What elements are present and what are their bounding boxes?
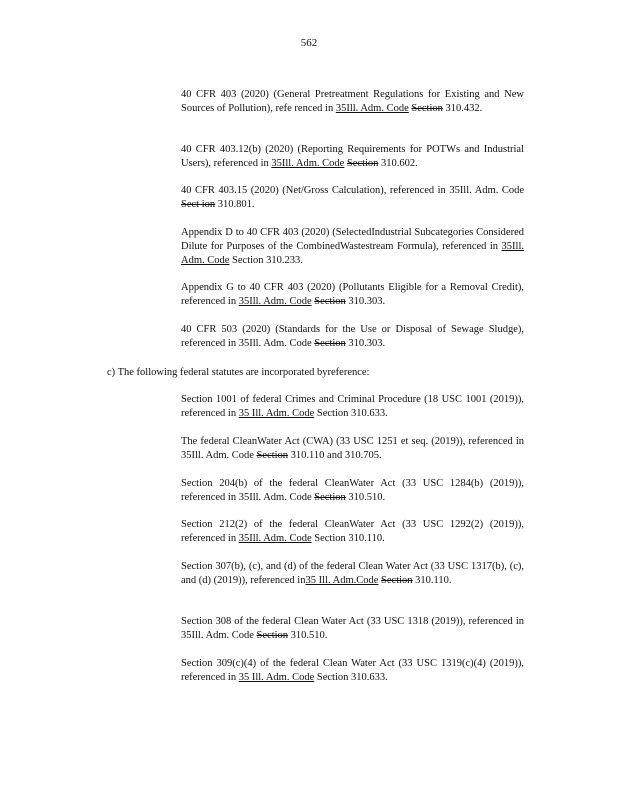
code-reference: 35Ill. Adm. Code [238, 533, 312, 544]
section-number: 310.303. [345, 338, 386, 349]
citation-text: 40 CFR 403 (2020) (General Pretreatment Regulations for Existing and New Sources of Pollution), refe renced in [181, 89, 524, 114]
code-reference: 35 Ill. Adm. Code [238, 672, 315, 683]
code-reference: 35 Ill. Adm.Code [305, 575, 379, 586]
code-reference: 35Ill. Adm. Code [181, 241, 524, 266]
citation-text: Section 204(b) of the federal CleanWater Act (33 USC 1284(b) (2019)), referenced in [181, 478, 524, 503]
code-reference: 35Ill. Adm. Code [335, 103, 409, 114]
struck-text: Section [346, 158, 379, 169]
citation-text: Section 307(b), (c), and (d) of the federal Clean Water Act (33 USC 1317(b), (c), and (d) (2019)), referenced in [181, 561, 524, 586]
citation-text: 40 CFR 503 (2020) (Standards for the Use or Disposal of Sewage Sludge), referenced in [181, 324, 524, 349]
section-number: 310.110 and 310.705. [288, 450, 382, 461]
code-reference: 35Ill. Adm. Code [271, 158, 345, 169]
section-number: 310.510. [288, 630, 328, 641]
section-number: 310.432. [442, 103, 483, 114]
section-number: 310.602. [378, 158, 418, 169]
code-reference: 35Ill. Adm. Code [449, 185, 524, 196]
struck-text: Section [256, 450, 289, 461]
citation-text: Appendix D to 40 CFR 403 (2020) (SelectedIndustrial Subcategories Considered Dilute for Purposes of the CombinedWastestream Formula), referenced in [181, 227, 524, 252]
code-reference: 35 Ill. Adm. Code [238, 408, 315, 419]
section-number: Section 310.633. [314, 408, 388, 419]
struck-text: Section [314, 296, 346, 307]
code-reference: 35Ill. Adm. Code [238, 338, 312, 349]
citation-entry [181, 226, 524, 268]
citation-entry [181, 393, 524, 421]
citation-text: The federal CleanWater Act (CWA) (33 USC 1251 et seq. (2019)), referenced in [181, 436, 524, 447]
citation-entry [181, 615, 524, 643]
page-number: 562 [300, 37, 318, 49]
section-number: 310.110. [412, 575, 452, 586]
struck-text: Section [314, 492, 346, 503]
struck-text: Section [256, 630, 289, 641]
code-reference: 35Ill. Adm. Code [238, 296, 312, 307]
citation-text: Section 212(2) of the federal CleanWater Act (33 USC 1292(2) (2019)), referenced in [181, 519, 524, 544]
struck-text: Section [411, 103, 443, 114]
citation-text: 40 CFR 403.15 (2020) (Net/Gross Calculation), referenced in [181, 185, 450, 196]
struck-text: Section [381, 575, 413, 586]
section-number: 310.510. [345, 492, 386, 503]
citation-entry [181, 184, 524, 212]
citation-entry [181, 518, 524, 546]
code-reference: 35Ill. Adm. Code [181, 450, 254, 461]
subsection-heading: c) The following federal statutes are incorporated byreference: [107, 367, 370, 378]
code-reference: 35Ill. Adm. Code [238, 492, 312, 503]
citation-entry [181, 88, 524, 116]
citation-text: 40 CFR 403.12(b) (2020) (Reporting Requirements for POTWs and Industrial Users), referenced in [181, 144, 524, 169]
section-number: 310.801. [215, 199, 255, 210]
citation-entry [181, 281, 524, 309]
citation-entry [181, 143, 524, 171]
section-number: Section 310.233. [229, 255, 303, 266]
citation-text: Appendix G to 40 CFR 403 (2020) (Pollutants Eligible for a Removal Credit), referenced in [181, 282, 524, 307]
section-number: Section 310.110. [311, 533, 385, 544]
code-reference: 35Ill. Adm. Code [181, 630, 254, 641]
citation-text: Section 308 of the federal Clean Water Act (33 USC 1318 (2019)), referenced in [181, 616, 524, 627]
citation-entry [181, 435, 524, 463]
citation-entry [181, 477, 524, 505]
section-number: 310.303. [345, 296, 386, 307]
struck-text: Sect ion [181, 199, 216, 210]
citation-entry [181, 657, 524, 685]
citation-entry [181, 560, 524, 588]
citation-text: Section 1001 of federal Crimes and Criminal Procedure (18 USC 1001 (2019)), referenced in [181, 394, 524, 419]
citation-entry [181, 323, 524, 351]
section-number: Section 310.633. [314, 672, 388, 683]
struck-text: Section [314, 338, 346, 349]
citation-text: Section 309(c)(4) of the federal Clean Water Act (33 USC 1319(c)(4) (2019)), referenced in [181, 658, 524, 683]
